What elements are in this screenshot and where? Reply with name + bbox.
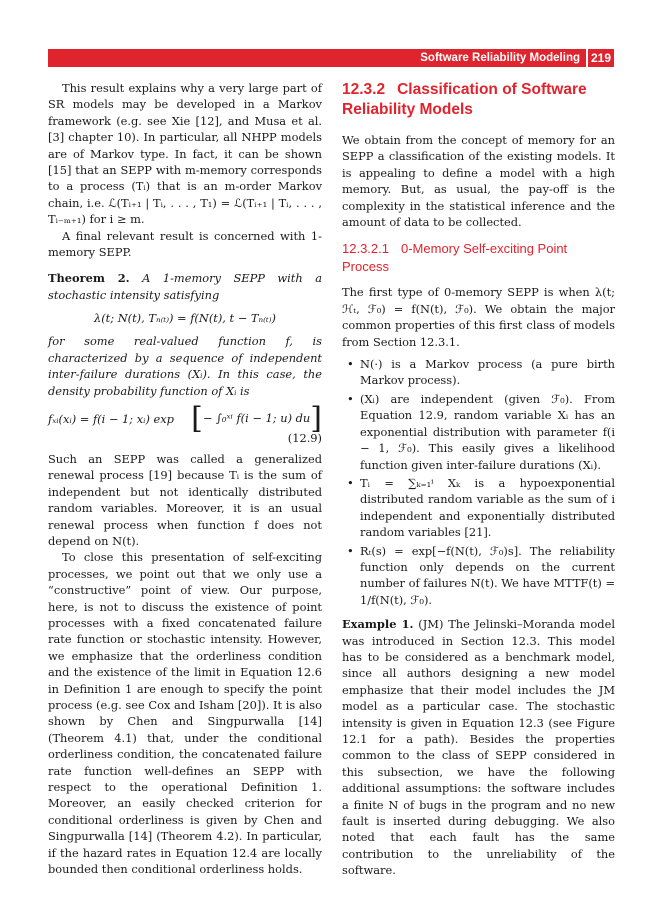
equation-12-9-lhs: fₓᵢ(xᵢ) = f(i − 1; xᵢ) exp bbox=[48, 411, 174, 426]
list-item: • Rₜ(s) = exp[−f(N(t), ℱ₀)s]. The reliability function only depends on the current number of failures N(t). We have MTTF(t) = 1/f(N(t), ℱ₀). bbox=[360, 543, 615, 609]
paragraph-classification: We obtain from the concept of memory for an SEPP a classification of the existing models. It is appealing to define a model with a high memory. But, as usual, the pay-off is the complexity in the statistical inference and the amount of data to be collected. bbox=[342, 133, 615, 230]
paragraph-zero-memory: The first type of 0-memory SEPP is when λ(t; ℋₜ, ℱ₀) = f(N(t), ℱ₀). We obtain the major common properties of this first class of models from Section 12.3.1. bbox=[342, 285, 615, 349]
paragraph-markov-framework: This result explains why a very large part of SR models may be developed in a Markov framework (e.g. see Xie [12], and Musa et al. [3] chapter 10). In particular, all NHPP models are of Markov type. In fact, it can be shown [15] that an SEPP with m-memory corresponds to a process (Tᵢ) that is an m-order Markov chain, i.e. ℒ(Tᵢ₊₁ | Tᵢ, . . . , T₁) = ℒ(Tᵢ₊₁ | Tᵢ, . . . , Tᵢ₋ₘ₊₁) for i ≥ m. bbox=[48, 81, 322, 227]
list-item: • Tᵢ = ∑ₖ₌₁ⁱ Xₖ is a hypoexponential distributed random variable as the sum of i independent and exponentially distributed random variables [21]. bbox=[360, 475, 615, 541]
left-column bbox=[48, 80, 322, 877]
running-header-bar bbox=[48, 49, 586, 67]
subsection-number: 12.3.2.1 bbox=[342, 241, 389, 257]
paragraph-one-memory: A final relevant result is concerned with 1-memory SEPP. bbox=[48, 228, 322, 260]
theorem-statement: A 1-memory SEPP with a stochastic intensity satisfying bbox=[48, 271, 322, 302]
running-header-title: Software Reliability Modeling bbox=[420, 52, 580, 64]
paragraph-generalized-renewal: Such an SEPP was called a generalized renewal process [19] because Tᵢ is the sum of independent but not identically distributed random variables. Moreover, it is an usual renewal process when function f does not depend on N(t). bbox=[48, 451, 322, 548]
equation-intensity: λ(t; N(t), Tₙ₍ₜ₎) = f(N(t), t − Tₙ₍ₜ₎) bbox=[94, 311, 276, 326]
paragraph-constructive-view: To close this presentation of self-exciting processes, we point out that we only use a “constructive” point of view. Our purpose, here, is not to discuss the existence of point processes with a fixed concatenated failure rate function or stochastic intensity. However, we emphasize that the orderliness condition and the existence of the limit in Equation 12.6 in Definition 1 are enough to specify the point process (e.g. see Cox and Isham [20]). It is also shown by Chen and Singpurwalla [14] (Theorem 4.1) that, under the conditional orderliness condition, the concatenated failure rate function well-defines an SEPP with respect to the operational Definition 1. Moreover, an easily checked criterion for conditional orderliness is given by Chen and Singpurwalla [14] (Theorem 4.2). In particular, if the hazard rates in Equation 12.4 are locally bounded then conditional orderliness holds. bbox=[48, 550, 322, 877]
equation-number-12-9: (12.9) bbox=[287, 430, 322, 445]
example-label: Example 1. bbox=[342, 617, 414, 632]
example-1 bbox=[342, 616, 615, 879]
right-column bbox=[342, 80, 615, 879]
property-list bbox=[342, 356, 615, 608]
right-bracket-glyph: ] bbox=[310, 400, 322, 436]
subsection-heading-12-3-2-1 bbox=[342, 240, 615, 276]
equation-12-9-bracket-group bbox=[191, 400, 322, 436]
example-text: (JM) The Jelinski–Moranda model was introduced in Section 12.3. This model has to be considered as a benchmark model, since all authors designing a new model emphasize that their model includes the JM model as a particular case. The stochastic intensity is given in Equation 12.3 (see Figure 12.1 for a path). Besides the properties common to the class of SEPP considered in this subsection, we have the following additional assumptions: the software includes a finite N of bugs in the program and no new fault is inserted during debugging. We also noted that each fault has the same contribution to the unreliability of the software. bbox=[342, 617, 615, 878]
left-bracket-glyph: [ bbox=[191, 400, 203, 436]
page-number: 219 bbox=[588, 49, 614, 67]
list-item: • N(·) is a Markov process (a pure birth Markov process). bbox=[360, 356, 615, 389]
equation-12-9-integral: − ∫₀ˣⁱ f(i − 1; u) du bbox=[202, 410, 311, 425]
section-number: 12.3.2 bbox=[342, 81, 386, 98]
theorem-label: Theorem 2. bbox=[48, 271, 130, 286]
theorem-continuation: for some real-valued function f, is characterized by a sequence of independent inter-failure durations (Xᵢ). In this case, the density probability function of Xᵢ is bbox=[48, 334, 322, 398]
section-heading-12-3-2 bbox=[342, 80, 615, 120]
section-title: Classification of Software Reliability Models bbox=[342, 81, 587, 118]
subsection-title: 0-Memory Self-exciting Point Process bbox=[342, 241, 568, 275]
list-item: • (Xᵢ) are independent (given ℱ₀). From Equation 12.9, random variable Xᵢ has an exponential distribution with parameter f(i − 1, ℱ₀). This easily gives a likelihood function given inter-failure durations (Xᵢ). bbox=[360, 391, 615, 473]
theorem-2 bbox=[48, 270, 322, 303]
equation-12-9 bbox=[48, 400, 322, 436]
